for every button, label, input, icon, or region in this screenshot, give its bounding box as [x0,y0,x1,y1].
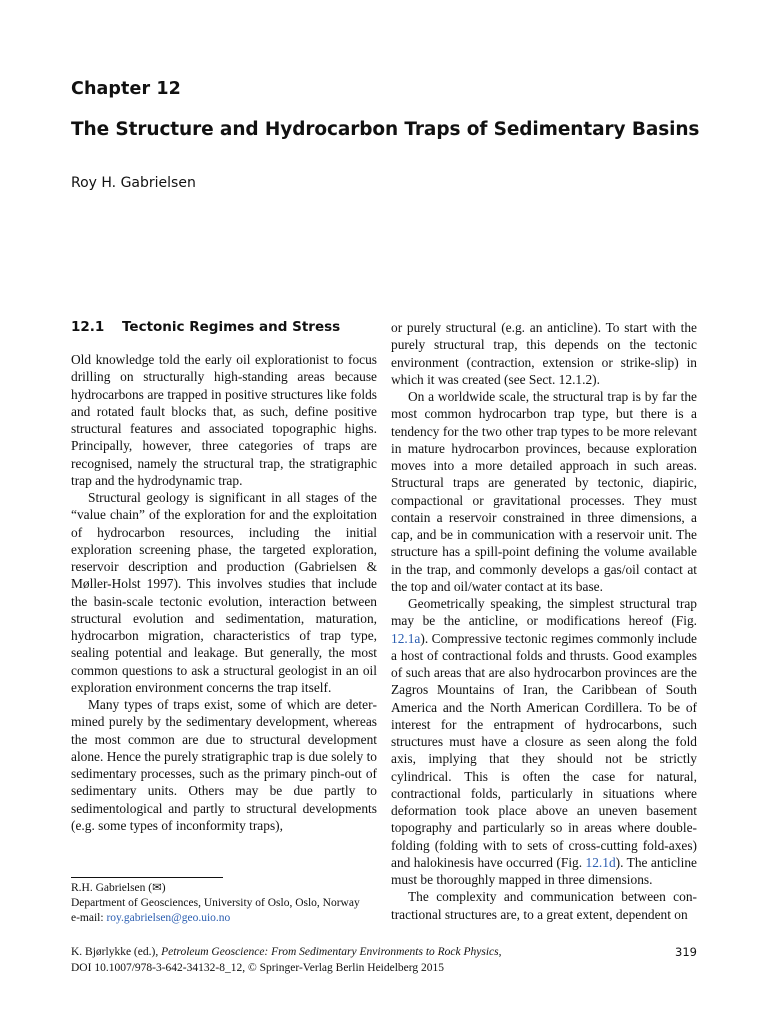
figure-reference-link[interactable]: 12.1d [585,854,616,870]
paragraph-text: ). Compressive tectonic regimes commonly include a host of contractional folds and thrusts. Good examples of such areas that are also hydrocarbon provinces are the Zagros Mountains of Iran, the Caribbean of South America and the North American Cordillera. To be of interest for the entrapment of hydrocarbons, such structures must have a closure as seen along the fold axis, implying that they should not be strictly cylindrical. This is often the case for natural, contractional folds, particularly in situations where deformation took place above an uneven basement topography and particularly so in areas where double-folding (folding with to sets of cross-cutting fold-axes) and halokinesis have occurred (Fig. [391,630,697,870]
footnote-author: R.H. Gabrielsen (✉) [71,882,166,894]
footnote-affiliation: Department of Geosciences, University of Oslo, Oslo, Norway [71,897,360,909]
footnote-email-line [71,911,360,926]
figure-reference-link[interactable]: 12.1a [391,630,421,646]
paragraph [391,595,697,888]
paragraph: On a worldwide scale, the structural trap is by far the most common hydrocarbon trap type, but there is a tendency for the two other trap types to be more relevant in mature hydrocarbon provinces, because exploration moves into a more detailed approach in such areas. Structural traps are generated by tectonic, diapiric, compactional or gravitational processes. They must contain a reservoir constrained in three dimensions, a cap, and be in communication with a reservoir unit. The structure has a spill-point defining the volume available in the trap, and commonly develops a gas/oil contact at the top and oil/water contact at its base. [391,389,697,594]
section-number: 12.1 [71,319,105,335]
chapter-label: Chapter 12 [71,79,181,99]
book-title: Petroleum Geoscience: From Sedimentary Environments to Rock Physics [161,946,499,958]
page-footer [71,944,697,976]
citation-editor: K. Bjørlykke (ed.), [71,946,162,958]
author-name: Roy H. Gabrielsen [71,175,196,191]
email-label: e-mail: [71,912,107,924]
paragraph-text: ). The anticline must be thoroughly mapped in three dimensions. [391,854,697,887]
section-title: Tectonic Regimes and Stress [122,319,341,335]
doi-line: DOI 10.1007/978-3-642-34132-8_12, © Springer-Verlag Berlin Heidelberg 2015 [71,962,445,974]
left-column [71,351,377,834]
citation-punct: , [498,946,502,958]
paragraph: Structural geology is significant in all stages of the “value chain” of the exploration for and the exploitation of hydrocarbon resources, including the initial exploration screening phase, the targeted exploration, reservoir description and production (Gabrielsen & Møller-Holst 1997). This involves studies that include the basin-scale tectonic evolution, interaction between structural evolution and sedimentation, maturation, hydrocarbon migration, characteristics of trap type, sealing potential and leakage. But generally, the most common questions to ask a structural geologist in an oil exploration environment concerns the trap itself. [71,490,377,695]
page-number: 319 [675,945,697,959]
right-column [391,319,697,923]
chapter-title: The Structure and Hydrocarbon Traps of Sedimentary Basins [71,119,700,140]
citation-line [71,944,697,960]
paragraph: or purely structural (e.g. an anticline). To start with the purely structural trap, this depends on the tectonic environment (contraction, extension or strike-slip) in which it was created (see Sect. 12.1.2). [391,320,697,387]
paragraph: Many types of traps exist, some of which are determined purely by the sedimentary development, whereas the most common are due to structural development alone. Hence the purely stratigraphic trap is due solely to sedimentary processes, such as the primary pinch-out of sedimentary units. Others may be due partly to sedimentological and partly to structural developments (e.g. some types of inconformity traps), [71,697,377,833]
section-heading [71,319,340,335]
footnote-divider [71,877,223,878]
paragraph-text: Geometrically speaking, the simplest structural trap may be the anticline, or modifications hereof (Fig. [391,596,697,629]
paragraph: The complexity and communication between contractional structures are, to a great extent, dependent on [391,889,697,922]
paragraph: Old knowledge told the early oil explorationist to focus drilling on structurally high-standing areas because hydrocarbons are trapped in positive structures like folds and rotated fault blocks that, as such, define positive structural features and associated topographic highs. Principally, however, three categories of traps are recognised, namely the structural trap, the stratigraphic trap and the hydrodynamic trap. [71,352,377,488]
email-link[interactable]: roy.gabrielsen@geo.uio.no [106,912,231,924]
footnote [71,881,360,926]
